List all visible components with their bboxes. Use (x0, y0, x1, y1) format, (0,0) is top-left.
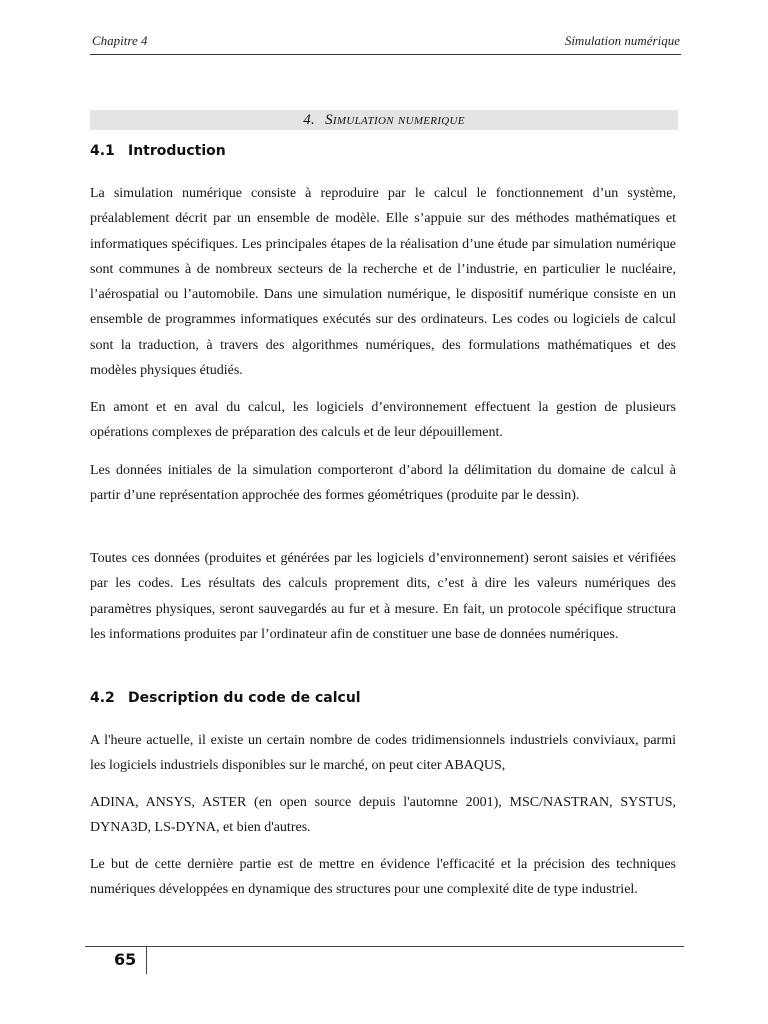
chapter-number: 4. (303, 112, 316, 128)
section-title: Description du code de calcul (128, 690, 361, 706)
section-number: 4.1 (90, 143, 115, 159)
paragraph-4: Toutes ces données (produites et générées par les logiciels d’environnement) seront saisies et vérifiées par les codes. Les résultats des calculs proprement dits, c’est à dire les valeurs numériques des paramètres physiques, seront sauvegardés au fur et à mesure. En fait, un protocole spécifique structura les informations produites par l’ordinateur afin de constituer une base de données numériques. (90, 551, 676, 642)
footer-rule (85, 946, 684, 947)
paragraph-6: ADINA, ANSYS, ASTER (en open source depuis l'automne 2001), MSC/NASTRAN, SYSTUS, DYNA3D, LS-DYNA, et bien d'autres. (90, 795, 676, 836)
page-header (92, 33, 680, 49)
header-section-label: Simulation numérique (564, 33, 680, 48)
section-heading-introduction (90, 143, 226, 159)
page-number: 65 (114, 950, 137, 969)
section-number: 4.2 (90, 690, 115, 706)
footer-divider (146, 947, 147, 974)
chapter-title-band (90, 110, 678, 130)
header-chapter-label: Chapitre 4 (92, 33, 148, 48)
paragraph-7: Le but de cette dernière partie est de mettre en évidence l'efficacité et la précision des techniques numériques développées en dynamique des structures pour une complexité dite de type industriel. (90, 857, 676, 898)
section-title: Introduction (128, 143, 226, 159)
paragraph-2: En amont et en aval du calcul, les logiciels d’environnement effectuent la gestion de plusieurs opérations complexes de préparation des calculs et de leur dépouillement. (90, 400, 676, 441)
section-heading-description (90, 690, 361, 706)
paragraph-5: A l'heure actuelle, il existe un certain nombre de codes tridimensionnels industriels conviviaux, parmi les logiciels industriels disponibles sur le marché, on peut citer ABAQUS, (90, 733, 676, 774)
paragraph-1: La simulation numérique consiste à reproduire par le calcul le fonctionnement d’un système, préalablement décrit par un ensemble de modèle. Elle s’appuie sur des méthodes mathématiques et informatiques spécifiques. Les principales étapes de la réalisation d’une étude par simulation numérique sont communes à de nombreux secteurs de la recherche et de l’industrie, en particulier le nucléaire, l’aérospatial ou l’automobile. Dans une simulation numérique, le dispositif numérique consiste en un ensemble de programmes informatiques exécutés sur des ordinateurs. Les codes ou logiciels de calcul sont la traduction, à travers des algorithmes numériques, des formulations mathématiques et des modèles physiques étudiés. (90, 186, 676, 379)
chapter-title: Simulation numerique (325, 112, 465, 128)
header-rule (90, 54, 681, 55)
paragraph-3: Les données initiales de la simulation comporteront d’abord la délimitation du domaine de calcul à partir d’une représentation approchée des formes géométriques (produite par le dessin). (90, 463, 676, 504)
